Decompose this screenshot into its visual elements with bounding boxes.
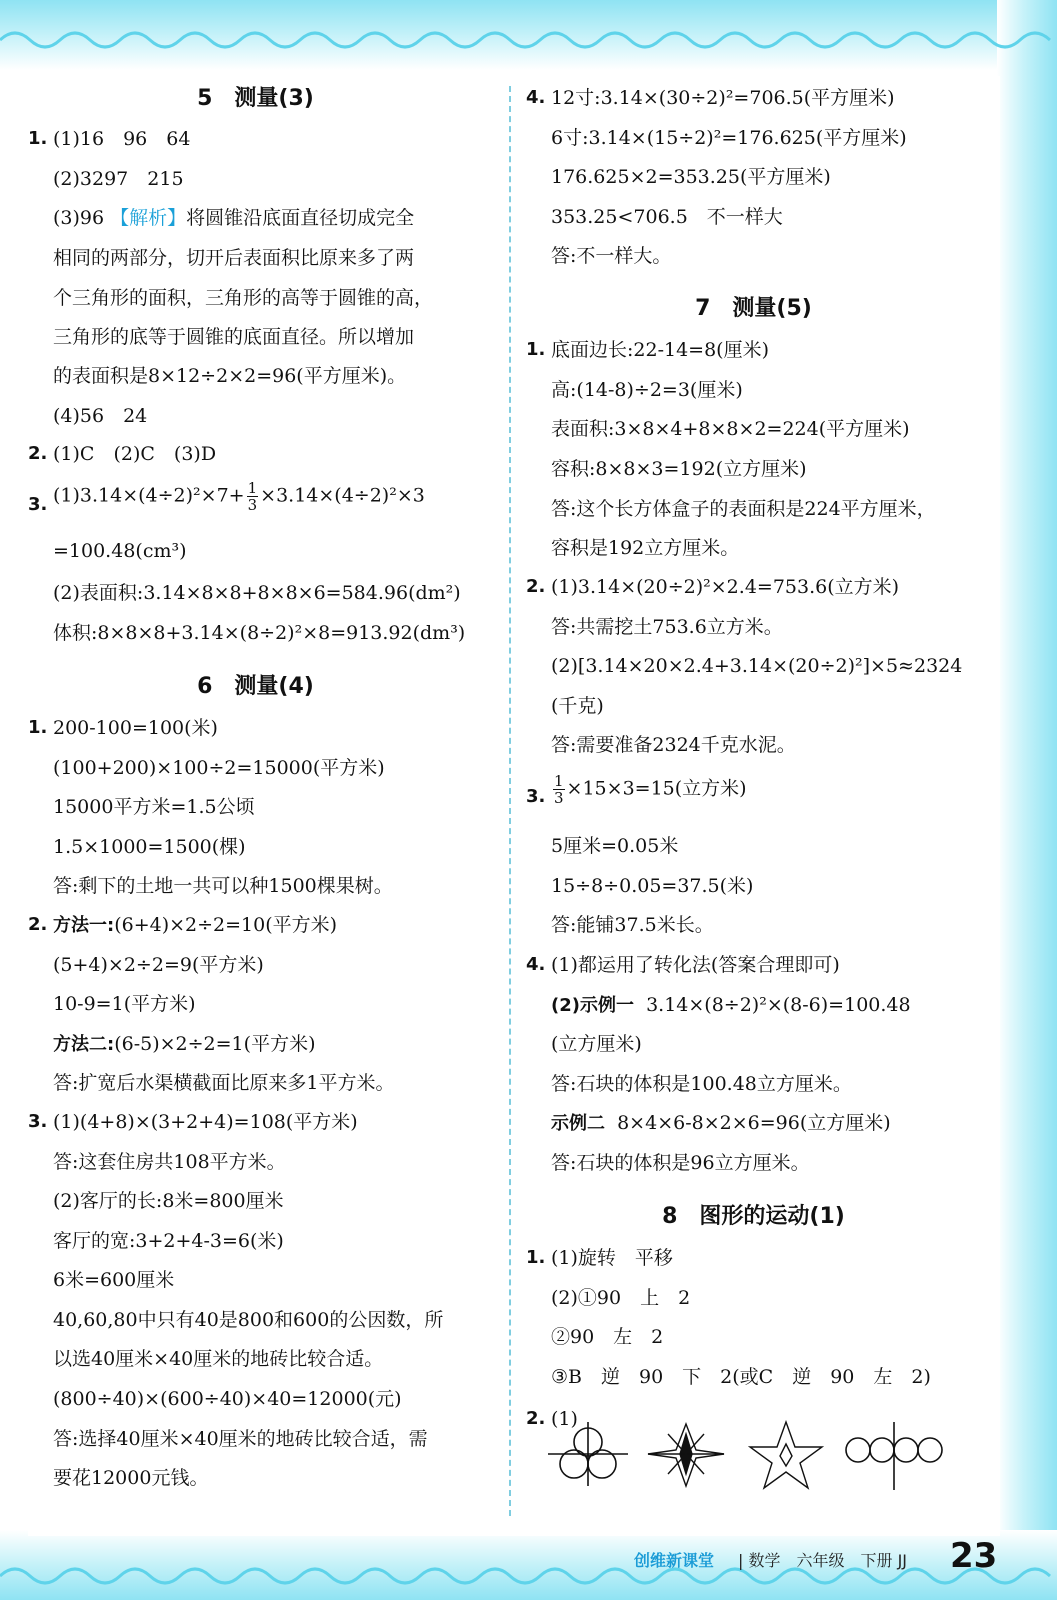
answer-line: (1) xyxy=(551,1408,578,1430)
answer-line: 个三角形的面积，三角形的高等于圆锥的高， xyxy=(53,287,434,309)
answer-text: 3.14×(8÷2)²×(8-6)=100.48 xyxy=(646,994,911,1016)
answer-line: 答:这个长方体盒子的表面积是224平方厘米， xyxy=(551,498,936,520)
answer-line: 体积:8×8×8+3.14×(8÷2)²×8=913.92(dm³) xyxy=(53,622,466,644)
answer-line: (800÷40)×(600÷40)×40=12000(元) xyxy=(53,1388,402,1410)
top-wave-decoration xyxy=(0,18,1057,58)
answer-text: 8×4×6-8×2×6=96(立方厘米) xyxy=(617,1112,891,1134)
answer-line: 10-9=1(平方米) xyxy=(53,993,196,1015)
answer-line: (2)表面积:3.14×8×8+8×8×6=584.96(dm²) xyxy=(53,582,461,604)
olympic-rings-figure xyxy=(846,1422,942,1490)
answer-line: 5厘米=0.05米 xyxy=(551,835,679,857)
section-6-title: 6 测量(4) xyxy=(197,674,314,699)
answer-line: 表面积:3×8×4+8×8×2=224(平方厘米) xyxy=(551,418,910,440)
example-label: 示例二 xyxy=(551,1113,605,1134)
analysis-tag: 【解析】 xyxy=(110,207,187,229)
answer-line: (2)客厅的长:8米=800厘米 xyxy=(53,1190,284,1212)
question-number: 3. xyxy=(526,786,546,807)
fraction xyxy=(553,773,565,806)
answer-line: (1)C (2)C (3)D xyxy=(53,443,217,465)
answer-line: 高:(14-8)÷2=3(厘米) xyxy=(551,379,743,401)
column-divider xyxy=(509,86,511,1516)
answer-text: ×15×3=15(立方米) xyxy=(566,777,747,800)
answer-page xyxy=(28,76,1000,1536)
answer-line: 200-100=100(米) xyxy=(53,717,218,739)
rotation-figures xyxy=(548,1420,958,1500)
answer-line xyxy=(53,912,337,939)
answer-line: (2)3297 215 xyxy=(53,168,184,190)
fraction xyxy=(247,480,259,513)
question-number: 1. xyxy=(28,128,48,149)
question-number: 4. xyxy=(526,87,546,108)
answer-line: =100.48(cm³) xyxy=(53,540,187,562)
three-circles-figure xyxy=(548,1422,628,1486)
answer-line: 40,60,80中只有40是800和600的公因数，所 xyxy=(53,1309,444,1331)
question-number: 4. xyxy=(526,954,546,975)
answer-line: (1)16 96 64 xyxy=(53,128,191,150)
answer-line: 答:扩宽后水渠横截面比原来多1平方米。 xyxy=(53,1072,395,1094)
answer-text: 将圆锥沿底面直径切成完全 xyxy=(186,207,415,229)
answer-text: (1)3.14×(4÷2)²×7+ xyxy=(53,484,245,507)
answer-text: ×3.14×(4÷2)²×3 xyxy=(260,484,425,507)
answer-line: 12寸:3.14×(30÷2)²=706.5(平方厘米) xyxy=(551,87,895,109)
answer-line: 客厅的宽:3+2+4-3=6(米) xyxy=(53,1230,284,1252)
answer-line xyxy=(53,1031,315,1058)
answer-text: (6+4)×2÷2=10(平方米) xyxy=(114,914,338,936)
answer-text: (6-5)×2÷2=1(平方米) xyxy=(114,1033,316,1055)
question-number: 2. xyxy=(28,914,48,935)
answer-line: 答:石块的体积是96立方厘米。 xyxy=(551,1152,810,1174)
answer-line: (2)[3.14×20×2.4+3.14×(20÷2)²]×5≈2324 xyxy=(551,655,963,677)
answer-line xyxy=(53,480,425,513)
answer-line: 三角形的底等于圆锥的底面直径。所以增加 xyxy=(53,326,415,348)
fraction-numerator: 1 xyxy=(554,772,564,790)
answer-line xyxy=(551,1110,891,1137)
answer-line: (千克) xyxy=(551,695,604,717)
answer-line: (1)3.14×(20÷2)²×2.4=753.6(立方米) xyxy=(551,576,900,598)
answer-line: (立方厘米) xyxy=(551,1033,642,1055)
fraction-denominator: 3 xyxy=(554,789,564,807)
answer-line: 的表面积是8×12÷2×2=96(平方厘米)。 xyxy=(53,365,407,387)
answer-text: (3)96 xyxy=(53,207,105,229)
answer-line: (100+200)×100÷2=15000(平方米) xyxy=(53,757,385,779)
answer-line xyxy=(551,992,911,1019)
five-point-star-figure xyxy=(750,1422,822,1488)
answer-line: 容积是192立方厘米。 xyxy=(551,537,740,559)
question-number: 1. xyxy=(28,717,48,738)
footer-brand: 创维新课堂 xyxy=(634,1551,715,1570)
question-number: 1. xyxy=(526,1247,546,1268)
answer-line: 答:石块的体积是100.48立方厘米。 xyxy=(551,1073,852,1095)
answer-line: 底面边长:22-14=8(厘米) xyxy=(551,339,770,361)
question-number: 2. xyxy=(526,576,546,597)
answer-line: 要花12000元钱。 xyxy=(53,1467,209,1489)
right-border xyxy=(997,0,1057,1600)
answer-line: 答:需要准备2324千克水泥。 xyxy=(551,734,796,756)
answer-line: 相同的两部分，切开后表面积比原来多了两 xyxy=(53,247,415,269)
answer-line: 15000平方米=1.5公顷 xyxy=(53,796,255,818)
question-number: 3. xyxy=(28,494,48,515)
fraction-denominator: 3 xyxy=(247,496,258,514)
fraction-numerator: 1 xyxy=(247,479,258,497)
answer-line: 答:剩下的土地一共可以种1500棵果树。 xyxy=(53,875,393,897)
answer-line: 答:共需挖土753.6立方米。 xyxy=(551,616,783,638)
answer-line: 15÷8÷0.05=37.5(米) xyxy=(551,875,754,897)
answer-line: 353.25<706.5 不一样大 xyxy=(551,206,783,228)
answer-line xyxy=(551,773,747,806)
example-label: (2)示例一 xyxy=(551,995,634,1016)
answer-line: 1.5×1000=1500(棵) xyxy=(53,836,246,858)
answer-line: ②90 左 2 xyxy=(551,1326,664,1348)
page-number: 23 xyxy=(950,1536,998,1576)
answer-line: (1)(4+8)×(3+2+4)=108(平方米) xyxy=(53,1111,358,1133)
answer-line: 答:选择40厘米×40厘米的地砖比较合适，需 xyxy=(53,1428,428,1450)
question-number: 1. xyxy=(526,339,546,360)
question-number: 3. xyxy=(28,1111,48,1132)
four-point-star-figure xyxy=(648,1424,724,1486)
footer-book-info: | 数学 六年级 下册 JJ xyxy=(738,1551,908,1570)
section-8-title: 8 图形的运动(1) xyxy=(662,1204,845,1229)
answer-line: 答:能铺37.5米长。 xyxy=(551,914,714,936)
question-number: 2. xyxy=(28,443,48,464)
answer-line: (2)①90 上 2 xyxy=(551,1287,691,1309)
answer-line: 以选40厘米×40厘米的地砖比较合适。 xyxy=(53,1348,384,1370)
answer-line xyxy=(53,205,414,231)
answer-line: 176.625×2=353.25(平方厘米) xyxy=(551,166,831,188)
answer-line: (5+4)×2÷2=9(平方米) xyxy=(53,954,264,976)
answer-line: (1)旋转 平移 xyxy=(551,1247,673,1269)
answer-line: 容积:8×8×3=192(立方厘米) xyxy=(551,458,807,480)
page-footer xyxy=(620,1538,1040,1578)
method-label: 方法二: xyxy=(53,1034,115,1055)
answer-line: (4)56 24 xyxy=(53,405,148,427)
section-5-title: 5 测量(3) xyxy=(197,86,314,111)
method-label: 方法一: xyxy=(53,915,115,936)
question-number: 2. xyxy=(526,1408,546,1429)
answer-line: ③B 逆 90 下 2(或C 逆 90 左 2) xyxy=(551,1366,931,1388)
section-7-title: 7 测量(5) xyxy=(695,296,812,321)
answer-line: 6米=600厘米 xyxy=(53,1269,175,1291)
answer-line: (1)都运用了转化法(答案合理即可) xyxy=(551,954,840,976)
answer-line: 答:这套住房共108平方米。 xyxy=(53,1151,286,1173)
answer-line: 6寸:3.14×(15÷2)²=176.625(平方厘米) xyxy=(551,127,907,149)
answer-line: 答:不一样大。 xyxy=(551,245,672,267)
